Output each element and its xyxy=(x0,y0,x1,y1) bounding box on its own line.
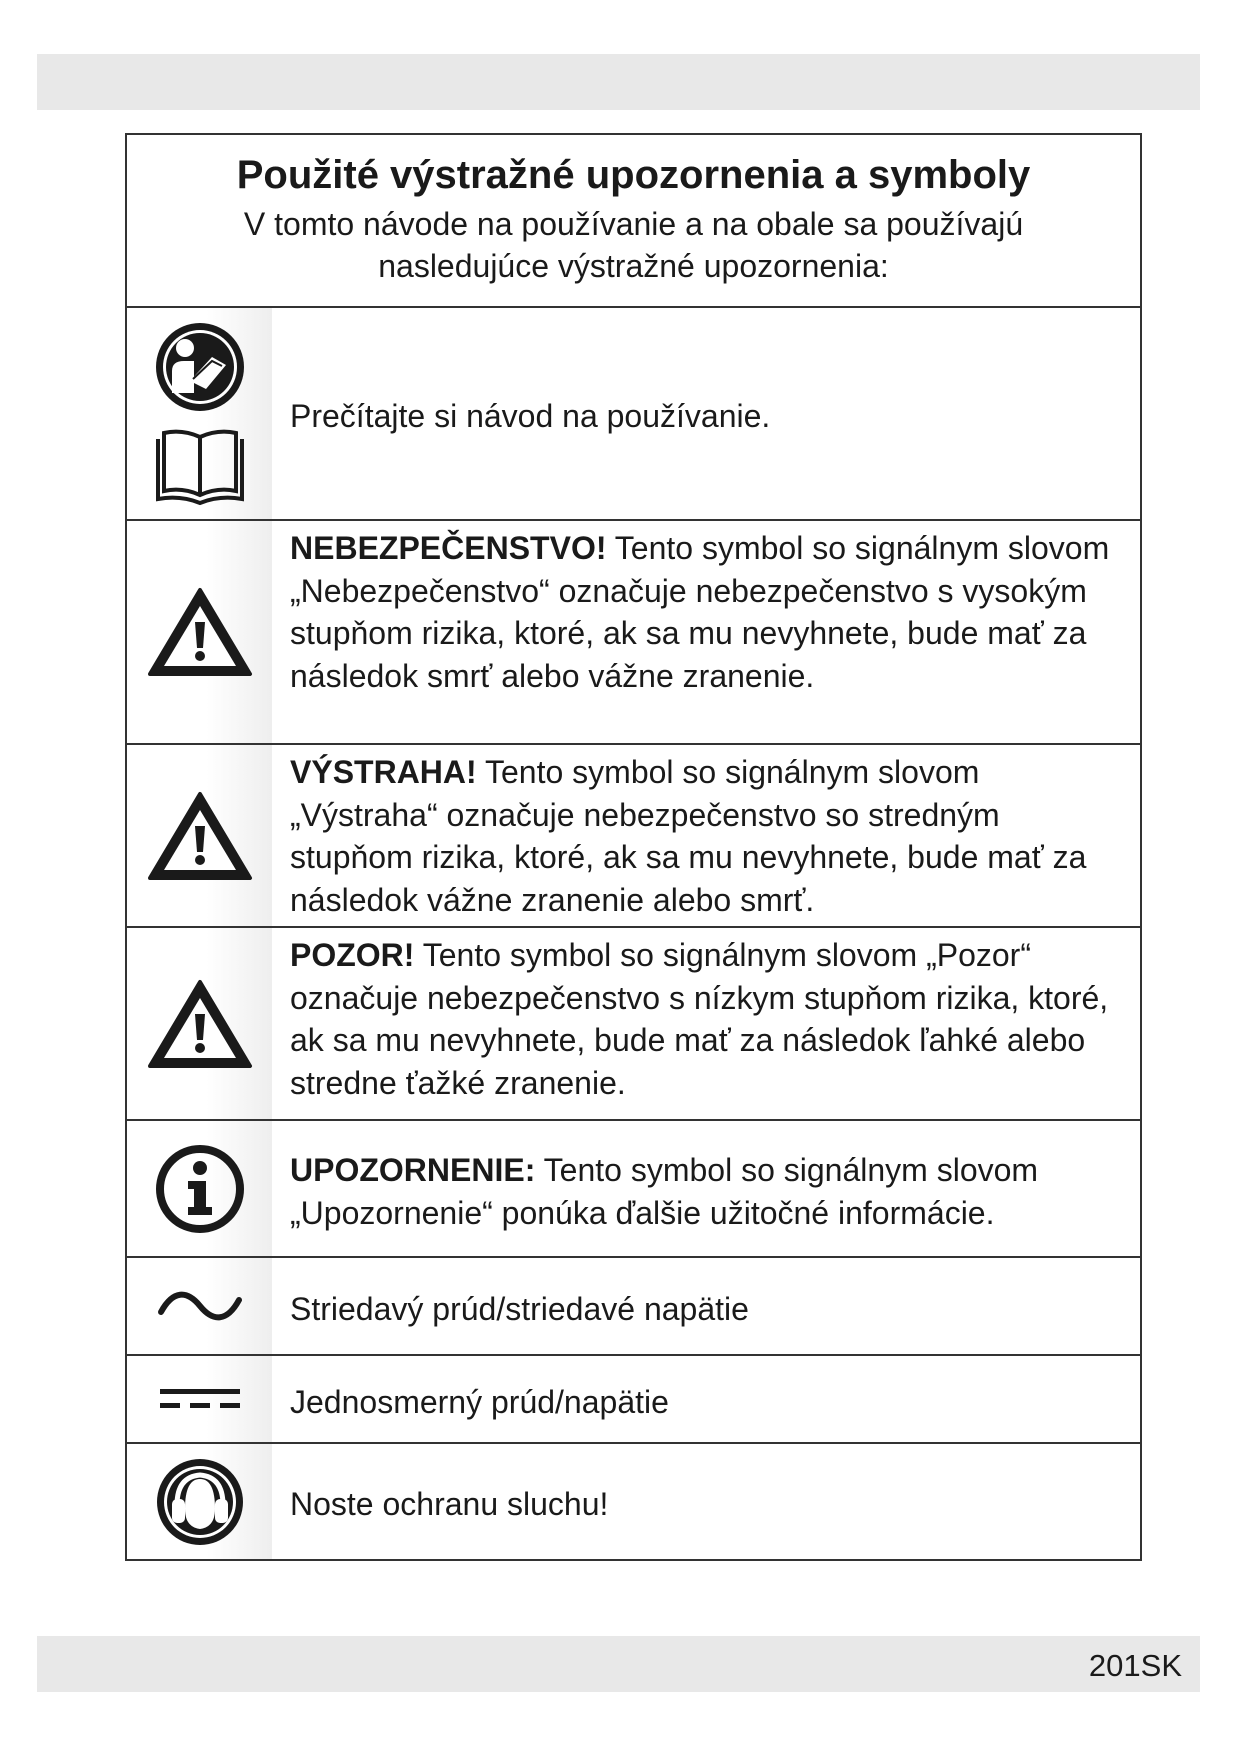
row-text xyxy=(272,745,1140,926)
intro-line-1: V tomto návode na používanie a na obale sa používajú xyxy=(243,206,1024,242)
alternating-current-icon xyxy=(155,1286,245,1326)
table-row xyxy=(127,928,1140,1121)
signal-word: UPOZORNENIE: xyxy=(290,1152,536,1188)
warning-triangle-icon xyxy=(146,788,254,884)
row-description: Noste ochranu sluchu! xyxy=(290,1486,609,1523)
footer-bar xyxy=(37,1636,1200,1692)
table-row xyxy=(127,745,1140,928)
row-description: Tento symbol so signálnym slovom „Nebezpečenstvo“ označuje nebezpečenstvo s vysokým stupňom rizika, ktoré, ak sa mu nevyhnete, bude mať za následok smrť alebo vážne zranenie. xyxy=(290,530,1110,694)
warning-triangle-icon xyxy=(146,584,254,680)
row-description: Tento symbol so signálnym slovom „Pozor“ označuje nebezpečenstvo s nízkym stupňom rizika, ktoré, ak sa mu nevyhnete, bude mať za následok ľahké alebo stredne ťažké zranenie. xyxy=(290,937,1109,1101)
row-description: Prečítajte si návod na používanie. xyxy=(290,398,771,435)
table-header xyxy=(127,135,1140,308)
row-text xyxy=(272,1258,1140,1354)
icon-cell xyxy=(127,745,272,926)
icon-cell xyxy=(127,1444,272,1559)
row-text xyxy=(272,928,1140,1119)
row-description: Tento symbol so signálnym slovom „Výstraha“ označuje nebezpečenstvo so stredným stupňom rizika, ktoré, ak sa mu nevyhnete, bude mať za následok vážne zranenie alebo smrť. xyxy=(290,754,1087,918)
row-description: Tento symbol so signálnym slovom „Upozornenie“ ponúka ďalšie užitočné informácie. xyxy=(290,1152,1039,1231)
page-title: Použité výstražné upozornenia a symboly xyxy=(236,153,1031,197)
row-text xyxy=(272,1444,1140,1559)
icon-cell xyxy=(127,308,272,519)
row-text xyxy=(272,1356,1140,1442)
table-row xyxy=(127,1121,1140,1258)
row-description: Striedavý prúd/striedavé napätie xyxy=(290,1290,749,1327)
table-row xyxy=(127,308,1140,521)
page-number: 201SK xyxy=(1088,1648,1182,1683)
table-row xyxy=(127,1444,1140,1559)
intro-line-2: nasledujúce výstražné upozornenia: xyxy=(378,248,889,284)
table-row xyxy=(127,1356,1140,1444)
icon-cell xyxy=(127,1356,272,1442)
icon-cell xyxy=(127,928,272,1119)
table-row xyxy=(127,521,1140,745)
icon-cell xyxy=(127,1258,272,1354)
symbols-table xyxy=(125,133,1142,1561)
table-row xyxy=(127,1258,1140,1356)
warning-triangle-icon xyxy=(146,976,254,1072)
direct-current-icon xyxy=(158,1385,242,1413)
signal-word: POZOR! xyxy=(290,937,415,973)
row-text xyxy=(272,521,1140,743)
hearing-protection-icon xyxy=(155,1457,245,1547)
icon-cell xyxy=(127,521,272,743)
row-text xyxy=(272,308,1140,519)
read-manual-icon xyxy=(154,321,246,413)
open-book-icon xyxy=(152,427,248,507)
row-description: Jednosmerný prúd/napätie xyxy=(290,1383,669,1420)
info-icon xyxy=(154,1143,246,1235)
icon-cell xyxy=(127,1121,272,1256)
intro-text xyxy=(194,203,1074,287)
signal-word: NEBEZPEČENSTVO! xyxy=(290,530,607,566)
top-bar xyxy=(37,54,1200,110)
row-text xyxy=(272,1121,1140,1256)
signal-word: VÝSTRAHA! xyxy=(290,754,477,790)
